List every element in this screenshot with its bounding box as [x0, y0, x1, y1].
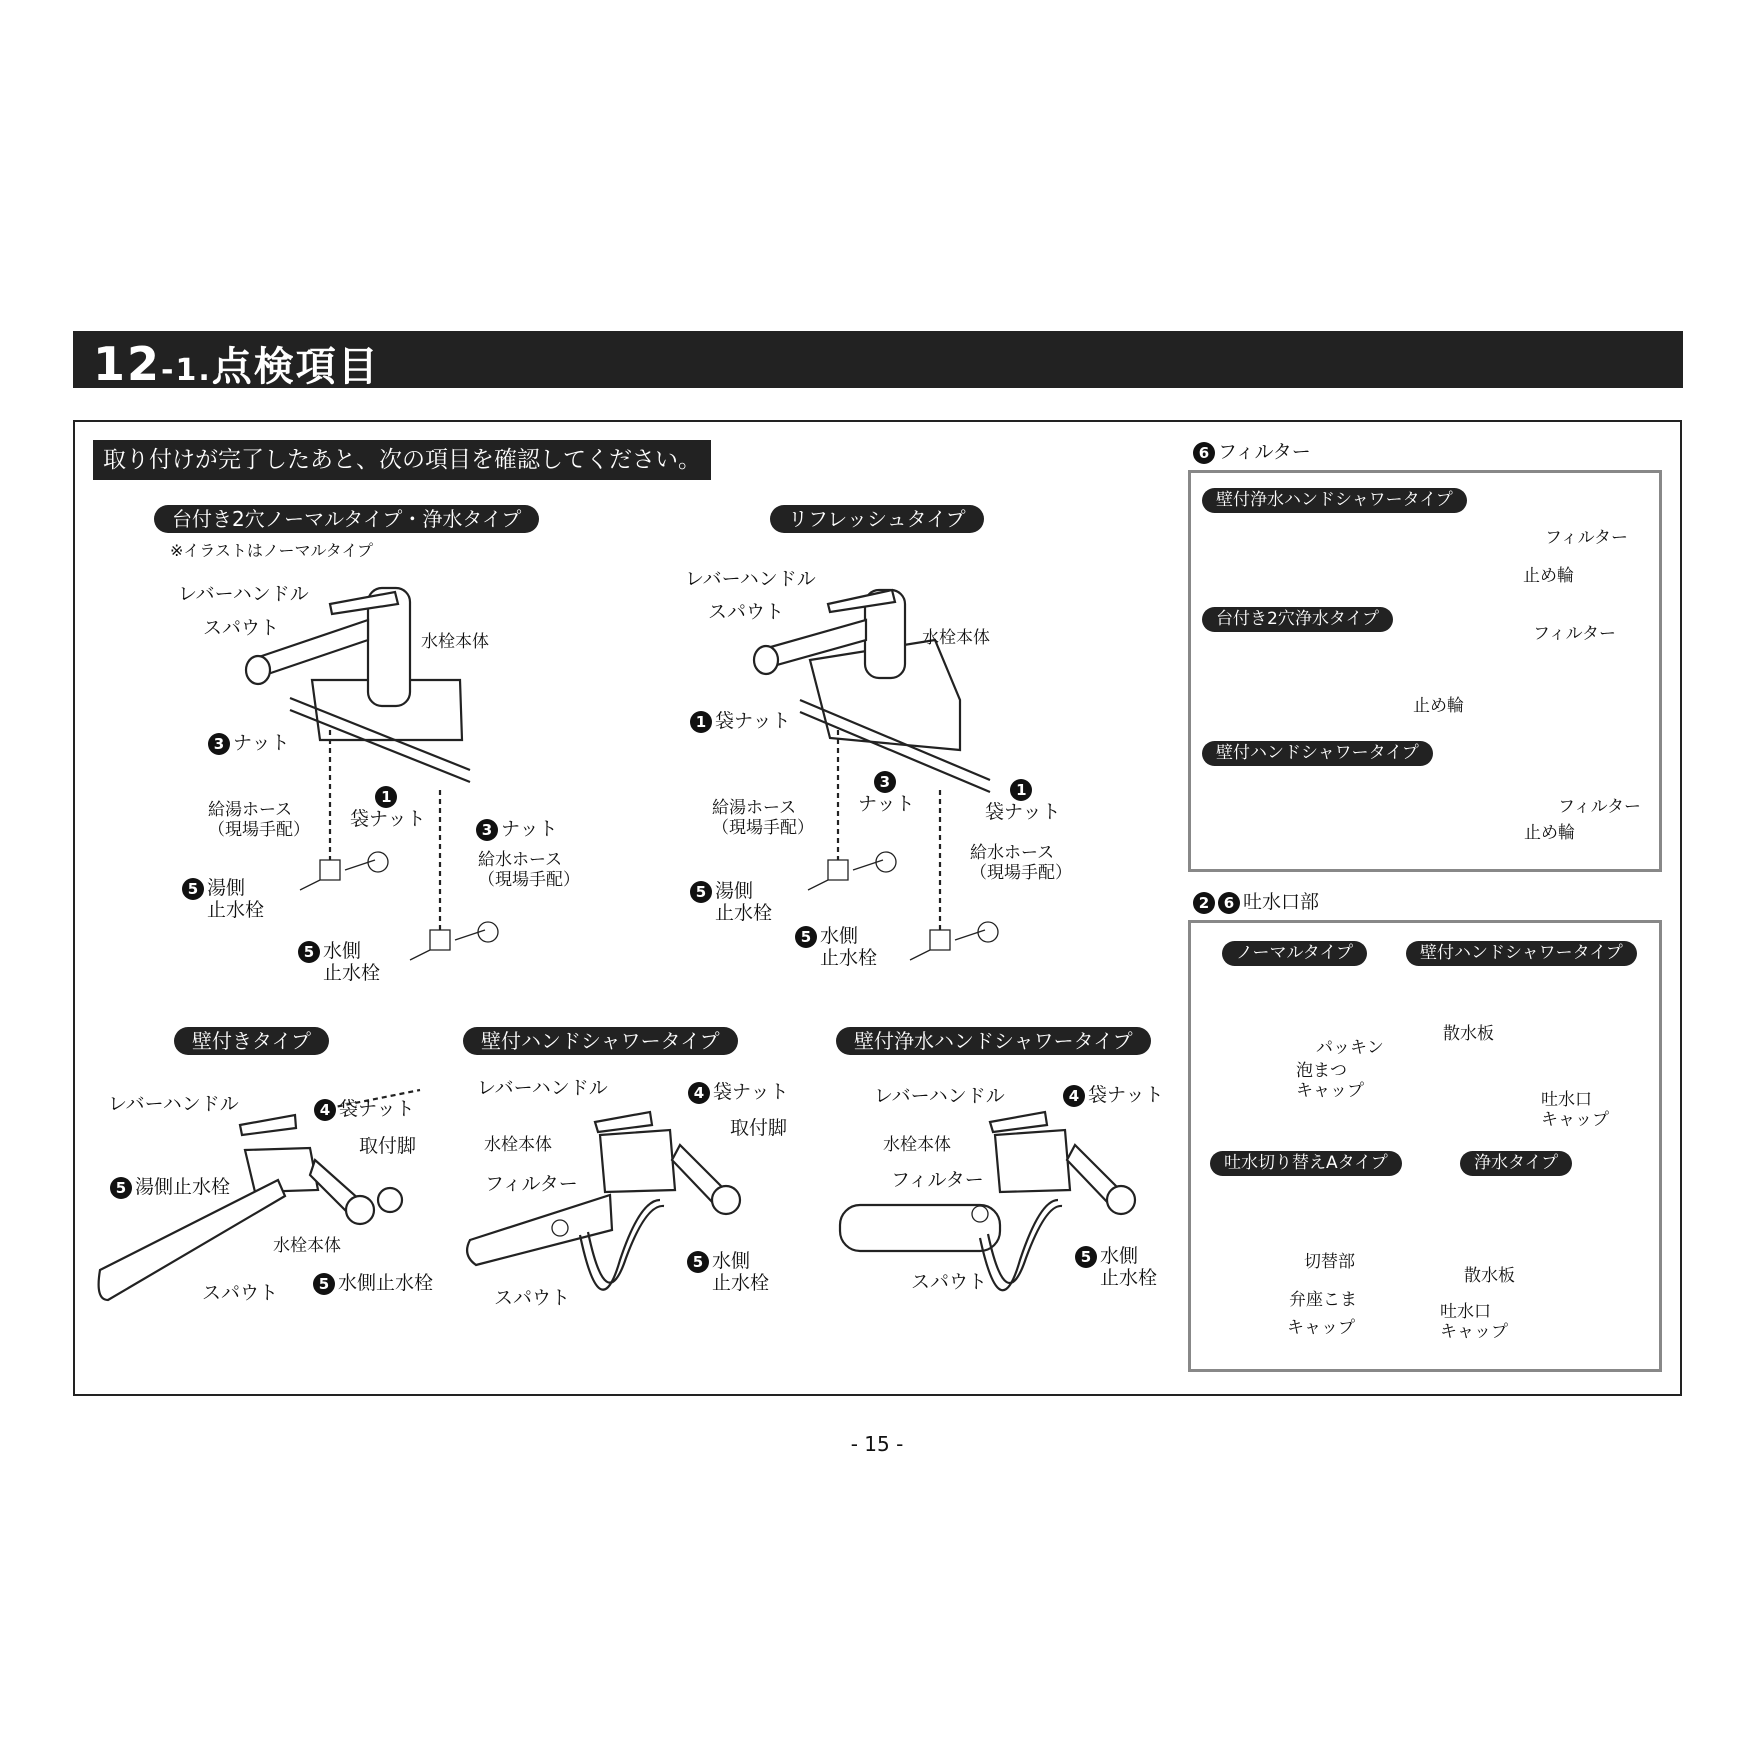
- filter-item-2-filter-label: フィルター: [1533, 624, 1616, 644]
- wall-purify-lever-label: レバーハンドル: [874, 1085, 1005, 1107]
- badge-3: 3: [874, 771, 896, 793]
- filter-item-1-ring-label: 止め輪: [1523, 566, 1574, 586]
- deck-hot-valve-label: 5 湯側 止水栓: [182, 877, 264, 921]
- refresh-hot-hose-label: 給湯ホース （現場手配）: [712, 798, 814, 838]
- wall-shower-cold-valve-label: 5 水側 止水栓: [687, 1250, 769, 1294]
- badge-5: 5: [110, 1177, 132, 1199]
- outlet-switch-a-title: 吐水切り替えAタイプ: [1210, 1151, 1402, 1176]
- filter-item-3-ring-label: 止め輪: [1524, 823, 1575, 843]
- section-number: 12: [93, 337, 162, 391]
- deck-normal-title: 台付き2穴ノーマルタイプ・浄水タイプ: [154, 505, 539, 533]
- wall-hot-valve-label: 5 湯側止水栓: [110, 1176, 230, 1199]
- deck-nut3-label: 3 ナット: [208, 732, 290, 755]
- refresh-body-label: 水栓本体: [922, 628, 990, 648]
- section-title-text: 点検項目: [211, 344, 380, 390]
- section-sub-number: -1.: [161, 353, 212, 388]
- outlet-switch-a-valve-label: 弁座こま: [1289, 1290, 1357, 1310]
- badge-3: 3: [476, 819, 498, 841]
- filter-item-1-filter-label: フィルター: [1545, 528, 1628, 548]
- deck-hot-hose-label: 給湯ホース （現場手配）: [208, 800, 310, 840]
- badge-5: 5: [313, 1273, 335, 1295]
- outlet-panel: [1188, 920, 1662, 1372]
- outlet-purify-title: 浄水タイプ: [1460, 1151, 1572, 1176]
- badge-1: 1: [375, 786, 397, 808]
- wall-shower-body-label: 水栓本体: [484, 1135, 552, 1155]
- outlet-wall-shower-cap-label: 吐水口 キャップ: [1541, 1090, 1609, 1130]
- deck-nut1-label: 1 袋ナット: [350, 787, 426, 830]
- intro-banner: 取り付けが完了したあと、次の項目を確認してください。: [93, 440, 711, 480]
- wall-shower-spout-label: スパウト: [494, 1287, 571, 1309]
- badge-6: 6: [1193, 442, 1215, 464]
- deck-cold-valve-label: 5 水側 止水栓: [298, 940, 380, 984]
- wall-shower-filter-label: フィルター: [485, 1173, 578, 1195]
- wall-cold-valve-label: 5 水側止水栓: [313, 1272, 433, 1295]
- wall-title: 壁付きタイプ: [174, 1027, 329, 1055]
- badge-3: 3: [208, 733, 230, 755]
- outlet-panel-heading: 2 6 吐水口部: [1193, 891, 1319, 914]
- wall-body-label: 水栓本体: [273, 1236, 341, 1256]
- deck-lever-label: レバーハンドル: [178, 583, 309, 605]
- filter-item-2-ring-label: 止め輪: [1413, 696, 1464, 716]
- deck-normal-note: ※イラストはノーマルタイプ: [170, 541, 374, 560]
- outlet-wall-shower-plate-label: 散水板: [1443, 1024, 1494, 1044]
- wall-purify-nut4-label: 4 袋ナット: [1063, 1084, 1164, 1107]
- badge-5: 5: [1075, 1246, 1097, 1268]
- wall-purify-shower-title: 壁付浄水ハンドシャワータイプ: [836, 1027, 1151, 1055]
- outlet-normal-title: ノーマルタイプ: [1222, 941, 1367, 966]
- refresh-hot-valve-label: 5 湯側 止水栓: [690, 880, 772, 924]
- badge-1: 1: [1010, 779, 1032, 801]
- badge-5: 5: [182, 878, 204, 900]
- refresh-nut3-label: 3 ナット: [858, 772, 915, 815]
- outlet-wall-shower-title: 壁付ハンドシャワータイプ: [1406, 941, 1637, 966]
- badge-4: 4: [314, 1099, 336, 1121]
- badge-2: 2: [1193, 892, 1215, 914]
- deck-spout-label: スパウト: [203, 617, 280, 639]
- badge-5: 5: [795, 926, 817, 948]
- wall-purify-filter-label: フィルター: [891, 1169, 984, 1191]
- deck-body-label: 水栓本体: [421, 632, 489, 652]
- wall-shower-nut4-label: 4 袋ナット: [688, 1081, 789, 1104]
- badge-1: 1: [690, 711, 712, 733]
- wall-shower-lever-label: レバーハンドル: [477, 1077, 608, 1099]
- deck-nut3b-label: 3 ナット: [476, 818, 558, 841]
- wall-purify-spout-label: スパウト: [911, 1271, 988, 1293]
- wall-leg-label: 取付脚: [359, 1135, 417, 1157]
- wall-purify-body-label: 水栓本体: [883, 1135, 951, 1155]
- outlet-purify-plate-label: 散水板: [1464, 1266, 1515, 1286]
- filter-item-3-title: 壁付ハンドシャワータイプ: [1202, 741, 1433, 766]
- outlet-switch-a-cap-label: キャップ: [1287, 1318, 1355, 1338]
- refresh-cold-valve-label: 5 水側 止水栓: [795, 925, 877, 969]
- refresh-cold-hose-label: 給水ホース （現場手配）: [970, 843, 1072, 883]
- refresh-spout-label: スパウト: [708, 601, 785, 623]
- deck-cold-hose-label: 給水ホース （現場手配）: [478, 850, 580, 890]
- wall-nut4-label: 4 袋ナット: [314, 1098, 415, 1121]
- page-number: - 15 -: [850, 1432, 904, 1456]
- refresh-lever-label: レバーハンドル: [685, 568, 816, 590]
- filter-panel-heading: 6 フィルター: [1193, 441, 1311, 464]
- refresh-nut1a-label: 1 袋ナット: [690, 710, 791, 733]
- outlet-purify-cap-label: 吐水口 キャップ: [1440, 1302, 1508, 1342]
- refresh-nut1b-label: 1 袋ナット: [985, 780, 1061, 823]
- badge-6: 6: [1218, 892, 1240, 914]
- badge-5: 5: [687, 1251, 709, 1273]
- outlet-switch-a-switch-label: 切替部: [1304, 1252, 1355, 1272]
- wall-shower-leg-label: 取付脚: [730, 1117, 788, 1139]
- badge-5: 5: [690, 881, 712, 903]
- filter-item-2-title: 台付き2穴浄水タイプ: [1202, 607, 1393, 632]
- wall-purify-cold-valve-label: 5 水側 止水栓: [1075, 1245, 1157, 1289]
- badge-5: 5: [298, 941, 320, 963]
- wall-spout-label: スパウト: [202, 1282, 279, 1304]
- badge-4: 4: [688, 1082, 710, 1104]
- filter-item-3-filter-label: フィルター: [1558, 797, 1641, 817]
- outlet-normal-cap-label: 泡まつ キャップ: [1296, 1061, 1364, 1101]
- badge-4: 4: [1063, 1085, 1085, 1107]
- wall-shower-title: 壁付ハンドシャワータイプ: [463, 1027, 738, 1055]
- refresh-title: リフレッシュタイプ: [770, 505, 984, 533]
- wall-lever-label: レバーハンドル: [108, 1093, 239, 1115]
- outlet-normal-packing-label: パッキン: [1316, 1038, 1384, 1058]
- filter-item-1-title: 壁付浄水ハンドシャワータイプ: [1202, 488, 1467, 513]
